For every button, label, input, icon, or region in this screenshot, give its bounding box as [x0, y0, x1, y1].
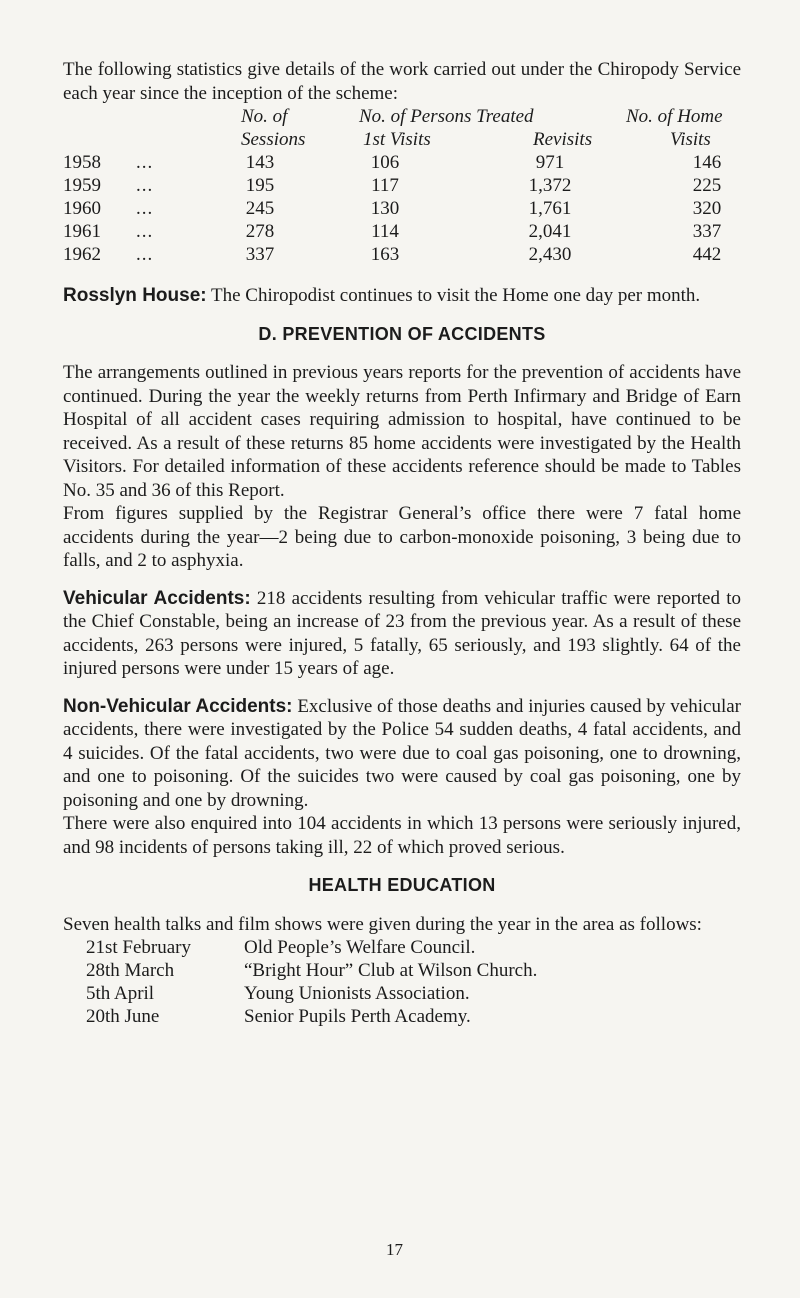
vehicular-text: 218 accidents resulting from vehicular traffic were reported to the Chief Constable, being an increase of 23 from the previous year. As a result of these accidents, 263 persons were injured, 5 fatally, 65 seriously, and 193 slightly. 64 of the injured persons were under 15 years of age. — [63, 587, 741, 679]
row-sessions: 278 — [245, 221, 275, 242]
table-row — [63, 243, 741, 267]
row-sessions: 245 — [245, 198, 275, 219]
row-home-visits: 320 — [692, 198, 722, 219]
row-home-visits: 225 — [692, 175, 722, 196]
row-year: 1962 — [63, 244, 101, 265]
talk-date: 5th April — [86, 983, 155, 1004]
table-row — [63, 197, 741, 221]
vehicular-label: Vehicular Accidents: — [63, 587, 251, 609]
rosslyn-label: Rosslyn House: — [63, 285, 207, 306]
row-year: 1960 — [63, 198, 101, 219]
talk-event: Senior Pupils Perth Academy. — [244, 1006, 471, 1027]
non-vehicular-text: Exclusive of those deaths and injuries caused by vehicular accidents, there were investigated by the Police 54 sudden deaths, 4 fatal accidents, and 4 suicides. Of the fatal accidents, two were due to coal gas poisoning, one to drowning, and one to poisoning. Of the suicides two were caused by coal gas poisoning, one by poisoning and one by drowning. — [63, 695, 741, 811]
row-first-visits: 130 — [370, 198, 400, 219]
list-item — [63, 959, 741, 983]
row-first-visits: 117 — [371, 175, 399, 196]
talk-event: “Bright Hour” Club at Wilson Church. — [244, 960, 538, 981]
chiropody-intro: The following statistics give details of the work carried out under the Chiropody Service each year since the inception of the scheme: — [63, 59, 741, 104]
row-revisits: 1,372 — [528, 175, 572, 196]
row-year: 1961 — [63, 221, 101, 242]
talk-date: 20th June — [86, 1006, 160, 1027]
row-leader: ... — [136, 244, 154, 265]
list-item — [63, 982, 741, 1006]
health-talks-schedule — [63, 936, 741, 1036]
row-leader: ... — [136, 152, 154, 173]
row-revisits: 2,430 — [528, 244, 572, 265]
table-row — [63, 220, 741, 244]
vehicular-accidents-paragraph — [63, 587, 741, 681]
row-revisits: 1,761 — [528, 198, 572, 219]
header-home-visits: Visits — [670, 129, 711, 150]
document-page — [63, 58, 741, 1036]
header-sessions-bottom: Sessions — [241, 129, 306, 150]
header-first-visits: 1st Visits — [363, 129, 431, 150]
chiropody-statistics-table — [63, 105, 741, 310]
prevention-paragraph-1: The arrangements outlined in previous years reports for the prevention of accidents have continued. During the year the weekly returns from Perth Infirmary and Bridge of Earn Hospital of all accident cases requiring admission to hospital, have continued to be received. As a result of these returns 85 home accidents were investigated by the Health Visitors. For detailed information of these accidents reference should be made to Tables No. 35 and 36 of this Report. — [63, 362, 741, 501]
row-home-visits: 337 — [692, 221, 722, 242]
non-vehicular-paragraph-2: There were also enquired into 104 accidents in which 13 persons were seriously injured, and 98 incidents of persons taking ill, 22 of which proved serious. — [63, 813, 741, 858]
header-home-top: No. of Home — [626, 106, 723, 127]
talk-date: 21st February — [86, 937, 192, 958]
row-first-visits: 163 — [370, 244, 400, 265]
row-revisits: 2,041 — [528, 221, 572, 242]
row-leader: ... — [136, 221, 154, 242]
table-row — [63, 151, 741, 175]
non-vehicular-label: Non-Vehicular Accidents: — [63, 695, 293, 717]
rosslyn-text: The Chiropodist continues to visit the Home one day per month. — [206, 285, 701, 306]
header-persons-treated: No. of Persons Treated — [359, 106, 534, 127]
talk-date: 28th March — [86, 960, 175, 981]
header-sessions-top: No. of — [241, 106, 288, 127]
row-sessions: 195 — [245, 175, 275, 196]
section-d-heading: D. PREVENTION OF ACCIDENTS — [258, 323, 546, 344]
non-vehicular-accidents-paragraph — [63, 695, 741, 813]
row-year: 1959 — [63, 175, 101, 196]
row-revisits: 971 — [535, 152, 565, 173]
row-home-visits: 442 — [692, 244, 722, 265]
row-year: 1958 — [63, 152, 101, 173]
prevention-paragraph-2: From figures supplied by the Registrar General’s office there were 7 fatal home accidents during the year—2 being due to carbon-monoxide poisoning, 3 being due to falls, and 2 to asphyxia. — [63, 503, 741, 571]
health-education-heading: HEALTH EDUCATION — [308, 875, 496, 895]
list-item — [63, 936, 741, 960]
table-header-row-2 — [63, 128, 741, 152]
row-leader: ... — [136, 175, 154, 196]
talk-event: Old People’s Welfare Council. — [244, 937, 476, 958]
header-revisits: Revisits — [533, 129, 593, 150]
list-item — [63, 1005, 741, 1029]
row-sessions: 337 — [245, 244, 275, 265]
row-home-visits: 146 — [692, 152, 722, 173]
health-education-intro: Seven health talks and film shows were given during the year in the area as follows: — [63, 913, 702, 935]
row-leader: ... — [136, 198, 154, 219]
page-number: 17 — [386, 1240, 403, 1259]
row-first-visits: 106 — [370, 152, 400, 173]
table-row — [63, 174, 741, 198]
row-first-visits: 114 — [371, 221, 399, 242]
row-sessions: 143 — [245, 152, 275, 173]
table-header-row-1 — [63, 105, 741, 129]
talk-event: Young Unionists Association. — [244, 983, 470, 1004]
